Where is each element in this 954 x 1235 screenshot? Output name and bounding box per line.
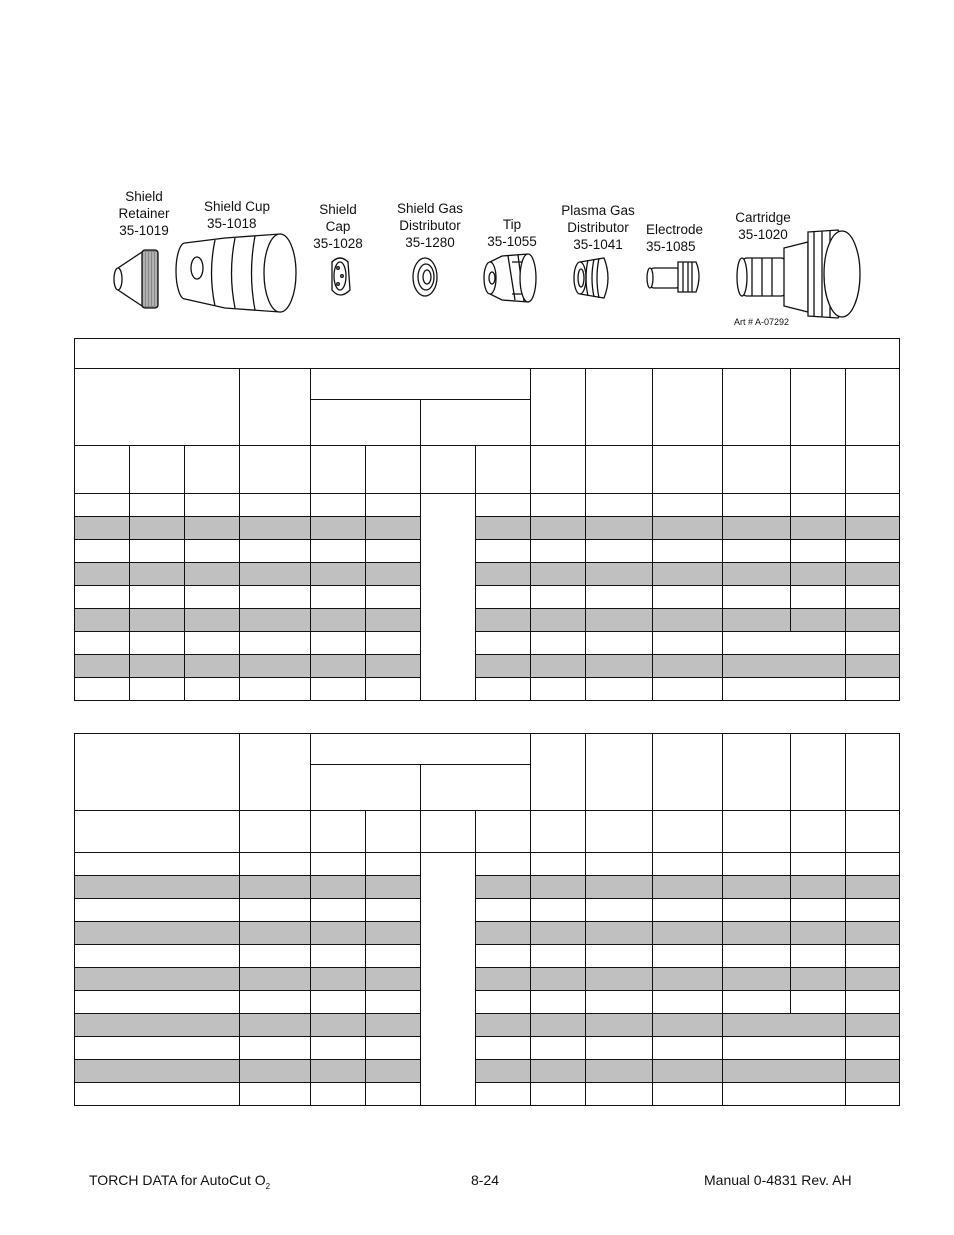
table-row bbox=[75, 540, 900, 563]
table-row bbox=[75, 1014, 900, 1037]
table-row bbox=[75, 968, 900, 991]
table-row bbox=[75, 678, 900, 701]
table-row bbox=[75, 945, 900, 968]
table-1-title-cell bbox=[75, 339, 900, 369]
art-number: Art # A-07292 bbox=[734, 317, 790, 327]
plasma-gas-distributor-drawing bbox=[574, 258, 608, 298]
table-row bbox=[75, 1037, 900, 1060]
footer-left-text: TORCH DATA for AutoCut O bbox=[89, 1172, 266, 1188]
footer-left bbox=[89, 1172, 270, 1191]
shield-cap-drawing bbox=[332, 258, 350, 295]
footer-page-number: 8-24 bbox=[471, 1172, 500, 1188]
tip-drawing bbox=[484, 254, 536, 302]
table-row bbox=[75, 876, 900, 899]
table-row bbox=[75, 1060, 900, 1083]
table-row bbox=[75, 517, 900, 540]
footer-left-subscript: 2 bbox=[265, 1181, 271, 1191]
part-label-cartridge: Cartridge 35-1020 bbox=[735, 210, 791, 242]
electrode-drawing bbox=[647, 262, 699, 292]
part-label-plasma-gas-distributor: Plasma Gas Distributor 35-1041 bbox=[561, 203, 635, 252]
table-row bbox=[75, 655, 900, 678]
table-row bbox=[75, 991, 900, 1014]
table-row bbox=[75, 899, 900, 922]
part-label-shield-gas-distributor: Shield Gas Distributor 35-1280 bbox=[396, 201, 464, 250]
table-row bbox=[75, 586, 900, 609]
part-label-shield-retainer: Shield Retainer 35-1019 bbox=[118, 189, 170, 238]
shield-retainer-drawing bbox=[114, 250, 158, 308]
cartridge-drawing bbox=[737, 230, 860, 318]
part-label-shield-cap: Shield Cap 35-1028 bbox=[313, 202, 363, 251]
part-label-electrode: Electrode 35-1085 bbox=[646, 222, 704, 254]
torch-data-table-1 bbox=[74, 338, 900, 701]
consumable-parts-illustration bbox=[0, 0, 954, 340]
table-row bbox=[75, 632, 900, 655]
footer-manual-number: Manual 0-4831 Rev. AH bbox=[704, 1172, 852, 1188]
shield-cup-drawing bbox=[176, 234, 296, 312]
table-row bbox=[75, 563, 900, 586]
table-row bbox=[75, 494, 900, 517]
table-row bbox=[75, 853, 900, 876]
table-row bbox=[75, 1083, 900, 1106]
table-row bbox=[75, 609, 900, 632]
table-row bbox=[75, 922, 900, 945]
part-label-tip: Tip 35-1055 bbox=[487, 217, 537, 249]
shield-gas-distributor-drawing bbox=[413, 258, 437, 296]
part-label-shield-cup: Shield Cup 35-1018 bbox=[204, 199, 271, 231]
torch-data-table-2 bbox=[74, 733, 900, 1106]
